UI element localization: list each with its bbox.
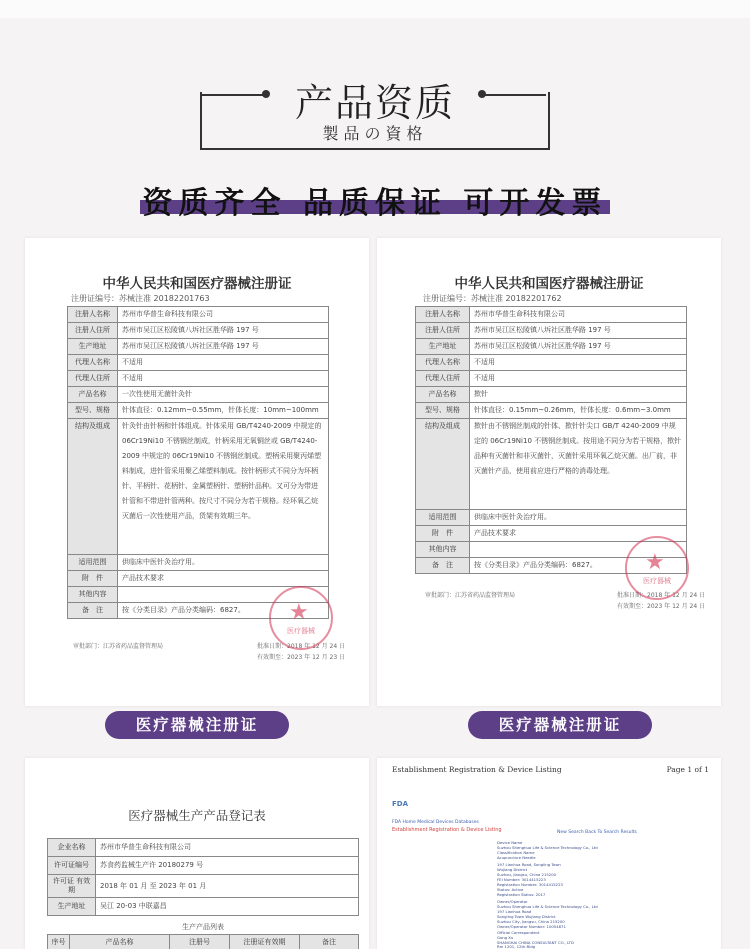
field-label: 注册人住所 [68,323,118,339]
certificate-title: 中华人民共和国医疗器械注册证 [102,276,292,292]
field-label: 备 注 [416,558,470,574]
fda-detail-line: FEI Number: 3014415223 [497,877,546,882]
column-header: 注册证有效期 [230,935,300,949]
title-frame-line-right [484,94,546,96]
fda-detail-line: Official Correspondent [497,930,540,935]
certificate-badge-2: 医疗器械注册证 [468,711,652,739]
field-value: 按《分类目录》产品分类编码：6827。 [118,603,329,619]
fda-detail-line: SHANGHAI CHINA CONSULTANT CO., LTD [497,940,574,945]
column-header: 备注 [300,935,359,949]
field-label: 附 件 [68,571,118,587]
field-value: 针体直径：0.15mm~0.26mm，针体长度：0.6mm~3.0mm [470,403,687,419]
field-value: 揿针 [470,387,687,403]
certificate-title: 中华人民共和国医疗器械注册证 [454,276,644,292]
table-row [68,339,329,355]
fda-detail-line: Status: Active [497,887,524,892]
table-row [416,323,687,339]
field-label: 结构及组成 [416,419,470,510]
field-value: 不适用 [470,355,687,371]
field-value: 揿针由不锈钢丝制成的针体、揿针针尖口 GB/T 4240-2009 中规定的 06Cr19Ni10 不锈钢丝制成。按用途不同分为若干规格，揿针品种有灭菌针和非灭菌针，灭菌针采用环氧乙烷灭菌。出厂前，非灭菌针产品，使用前应进行严格的消毒处理。 [470,419,687,510]
column-header: 注册号 [170,935,230,949]
field-label: 代理人名称 [416,355,470,371]
title-dot-left [262,90,270,98]
field-label: 其他内容 [416,542,470,558]
fda-detail-line: 197 Lianhua Road [497,909,532,914]
field-label: 许可证 有效期 [48,875,96,898]
seal-text: 医疗器械 [287,627,315,635]
fda-detail-line: Suzhou, Jiangsu, China 215200 [497,872,557,877]
table-row [416,510,687,526]
field-label: 型号、规格 [68,403,118,419]
product-list-table [47,934,359,949]
fda-detail-line: Owner/Operator [497,899,528,904]
field-label: 型号、规格 [416,403,470,419]
column-header: 序号 [48,935,70,949]
certificate-table [415,306,687,574]
table-row [416,387,687,403]
fda-detail-line: Suzhou Shenghua Life & Science Technology Co., Ltd [497,845,598,850]
field-label: 生产地址 [48,898,96,916]
table-row [48,875,359,898]
fda-search-link[interactable]: New Search Back To Search Results [557,830,637,835]
fda-detail-line: Songling Town Wujiang District [497,914,556,919]
page-subtitle: 製品の資格 [322,124,428,143]
table-row [68,403,329,419]
certificate-card-1 [25,238,369,706]
table-row [416,419,687,510]
fda-page-heading: Establishment Registration & Device Listing [392,827,502,833]
fda-detail-line: Registration Number: 3014415223 [497,882,563,887]
approval-date: 批准日期：2018 年 12 月 24 日 [617,592,706,599]
slogan-banner [140,178,610,221]
fda-breadcrumb-link[interactable]: FDA Home Medical Devices Databases [392,820,479,825]
fda-detail-line: Device Name [497,840,523,845]
fda-detail-line: Classification Name [497,850,535,855]
table-header-row [48,935,359,949]
table-row [416,371,687,387]
field-value: 一次性使用无菌针灸针 [118,387,329,403]
table-row [68,323,329,339]
red-seal-icon: ★ 医疗器械 [269,586,333,650]
registration-form-title: 医疗器械生产产品登记表 [128,808,266,823]
fda-detail-line: Suzhou City, Jiangsu, China 215200 [497,919,565,924]
title-frame-line-left [200,94,264,96]
field-value: 苏州市吴江区松陵镇八坼社区胜华路 197 号 [470,323,687,339]
field-label: 注册人名称 [68,307,118,323]
fda-page-number: Page 1 of 1 [666,765,709,774]
page-title: 产品资质 [294,81,455,125]
field-value: 苏州市吴江区松陵镇八坼社区胜华路 197 号 [118,323,329,339]
fda-detail-line: Gong Xu [497,935,514,940]
field-value: 苏州市华普生命科技有限公司 [470,307,687,323]
field-value: 产品技术要求 [470,526,687,542]
certificate-badge-1: 医疗器械注册证 [105,711,289,739]
certificate-card-2 [377,238,721,706]
field-label: 代理人住所 [68,371,118,387]
approval-date: 批准日期：2018 年 12 月 24 日 [257,643,346,650]
field-value: 吴江 20-03 中联嘉昌 [96,898,359,916]
field-label: 注册人名称 [416,307,470,323]
top-strip [0,0,750,18]
slogan-text: 资质齐全 品质保证 可开发票 [142,186,608,221]
field-value: 针体直径：0.12mm~0.55mm，针体长度：10mm~100mm [118,403,329,419]
field-value: 不适用 [470,371,687,387]
field-value: 苏州市吴江区松陵镇八坼社区胜华路 197 号 [470,339,687,355]
table-row [68,307,329,323]
table-row [416,355,687,371]
field-value: 不适用 [118,355,329,371]
table-row [416,403,687,419]
field-value: 苏州市华普生命科技有限公司 [118,307,329,323]
field-label: 注册人住所 [416,323,470,339]
field-value: 苏州市吴江区松陵镇八坼社区胜华路 197 号 [118,339,329,355]
red-seal-icon: ★ 医疗器械 [625,536,689,600]
table-row [68,355,329,371]
field-value: 苏食药监械生产许 20180279 号 [96,857,359,875]
field-value: 供临床中医针灸治疗用。 [118,555,329,571]
fda-detail-line: 197 Lianhua Road, Songling Town [497,862,561,867]
table-row [416,339,687,355]
fda-detail-line: Wujiang District [497,867,528,872]
field-value: 苏州市华普生命科技有限公司 [96,839,359,857]
field-value: 供临床中医针灸治疗用。 [470,510,687,526]
field-label: 代理人名称 [68,355,118,371]
product-list-heading: 生产产品列表 [182,923,224,931]
field-label: 生产地址 [68,339,118,355]
field-value: 按《分类目录》产品分类编码：6827。 [470,558,687,574]
table-row [68,571,329,587]
field-label: 许可证编号 [48,857,96,875]
fda-header: Establishment Registration & Device Listing [392,765,562,774]
seal-text: 医疗器械 [643,577,671,585]
certificate-number: 注册证编号：苏械注准 20182201762 [423,294,562,303]
table-row [68,371,329,387]
valid-date: 有效期至：2023 年 12 月 24 日 [617,603,706,610]
registration-table [47,838,359,916]
field-label: 备 注 [68,603,118,619]
table-row [416,307,687,323]
certificate-number: 注册证编号：苏械注准 20182201763 [71,294,210,303]
table-row [48,857,359,875]
table-row [48,839,359,857]
field-label: 附 件 [416,526,470,542]
field-value: 不适用 [118,371,329,387]
fda-listing-card [377,758,721,949]
field-value: 2018 年 01 月 至 2023 年 01 月 [96,875,359,898]
column-header: 产品名称 [70,935,170,949]
fda-detail-line: Registration Status: 2017 [497,892,546,897]
table-row [68,555,329,571]
fda-detail-line: Owner/Operator Number: 10054871 [497,924,566,929]
table-row [68,387,329,403]
field-label: 结构及组成 [68,419,118,555]
registration-form-card [25,758,369,949]
certificate-table [67,306,329,619]
valid-date: 有效期至：2023 年 12 月 23 日 [257,654,346,661]
fda-detail-line: Rm 1201, 12th Bldg [497,944,536,949]
field-value: 针灸针由针柄和针体组成。针体采用 GB/T4240-2009 中规定的 06Cr19Ni10 不锈钢丝制成，针柄采用无氧铜丝或 GB/T4240-2009 中规定的 06Cr19Ni10 不锈钢丝制成。塑柄采用聚丙烯塑料制成，进针管采用聚乙烯塑料制成。按针柄形式不同分为环柄针、平柄针、花柄针、金属塑柄针、塑柄针品种。又可分为带进针管和不带进针管两种。按尺寸不同分为若干规格。经环氧乙烷灭菌后一次性使用产品，货架有效期三年。 [118,419,329,555]
field-label: 企业名称 [48,839,96,857]
table-row [48,898,359,916]
fda-logo: FDA [392,800,409,808]
field-label: 产品名称 [416,387,470,403]
fda-detail-line: Acupuncture Needle [497,855,536,860]
field-label: 生产地址 [416,339,470,355]
field-label: 代理人住所 [416,371,470,387]
approval-authority: 审批部门：江苏省药品监督管理局 [425,592,516,599]
fda-detail-line: Suzhou Shenghua Life & Science Technology Co., Ltd [497,904,598,909]
field-label: 其他内容 [68,587,118,603]
field-value: 产品技术要求 [118,571,329,587]
field-label: 适用范围 [68,555,118,571]
approval-authority: 审批部门：江苏省药品监督管理局 [73,643,164,650]
field-label: 产品名称 [68,387,118,403]
table-row [68,419,329,555]
field-label: 适用范围 [416,510,470,526]
